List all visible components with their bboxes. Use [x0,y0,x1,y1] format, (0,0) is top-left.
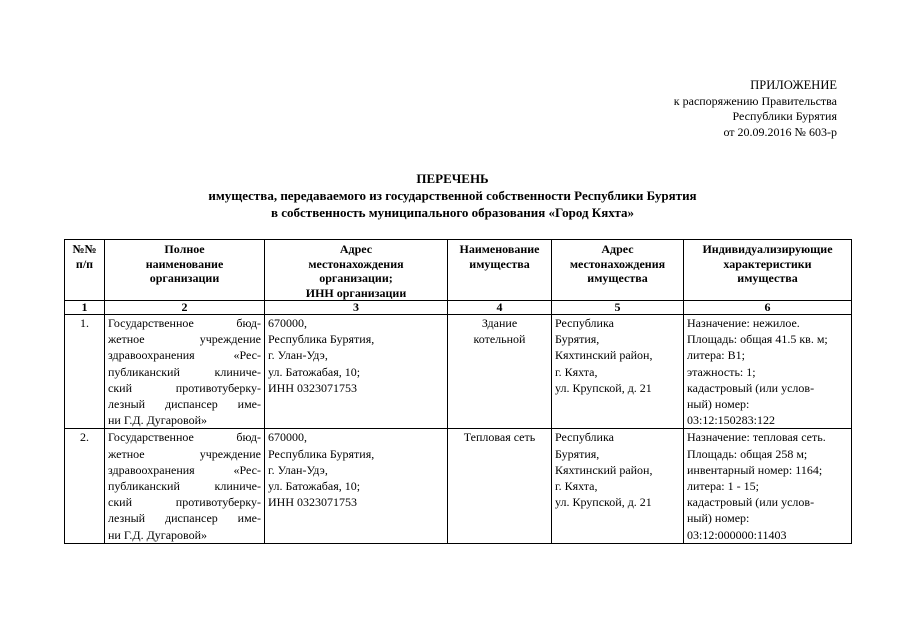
text-line: 03:12:000000:11403 [687,527,787,542]
organization-address [265,315,448,429]
text-line: здравоохранения «Рес- [108,462,261,477]
property-table [64,239,852,544]
title-line-2: имущества, передаваемого из государственной собственности Республики Бурятия [208,188,697,203]
text-line: имущества [469,256,530,271]
text-line: Площадь: общая 41.5 кв. м; [687,332,828,347]
text-line: кадастровый (или услов- [687,495,815,510]
text-line: жетное учреждение [108,332,261,347]
property-address [552,429,684,543]
text-line: 03:12:150283:122 [687,413,776,428]
text-line: Назначение: тепловая сеть. [687,430,826,445]
text-line: публиканский клиниче- [108,364,261,379]
text-line: наименование [145,256,224,271]
text-line: ИНН 0323071753 [268,495,357,510]
text-line: котельной [473,332,526,347]
appendix-header [674,78,837,140]
text-line: Бурятия, [555,332,600,347]
header-organization [105,240,265,301]
text-line: Адрес [339,242,373,256]
text-line: местонахождения [569,256,666,271]
text-line: инвентарный номер: 1164; [687,462,823,477]
text-line: Наименование [459,242,540,256]
text-line: Здание [481,316,518,330]
header-property-characteristics [684,240,852,301]
text-line: Площадь: общая 258 м; [687,446,808,461]
appendix-date-line: от 20.09.2016 № 603-р [723,124,837,139]
property-characteristics [684,429,852,543]
text-line: Республика [555,316,614,330]
title-line-3: в собственность муниципального образования «Город Кяхта» [271,205,634,220]
title-line-1: ПЕРЕЧЕНЬ [416,171,489,186]
header-property-address [552,240,684,301]
text-line: жетное учреждение [108,446,261,461]
text-line: Полное [164,242,205,256]
organization-name [105,315,265,429]
document-title [0,170,905,221]
text-line: характеристики [723,256,812,271]
text-line: Кяхтинский район, [555,348,653,363]
text-line: ул. Крупской, д. 21 [555,495,652,510]
text-line: ный) номер: [687,397,750,412]
text-line: публиканский клиниче- [108,479,261,494]
text-line: лезный диспансер име- [108,511,261,526]
header-property-name [448,240,552,301]
column-number-row [65,301,852,315]
text-line: ИНН организации [305,285,407,300]
text-line: №№ [72,242,97,256]
text-line: г. Кяхта, [555,364,598,379]
text-line: ни Г.Д. Дугаровой» [108,413,208,428]
text-line: 670000, [268,430,307,445]
text-line: Назначение: нежилое. [687,316,800,330]
text-line: Бурятия, [555,446,600,461]
property-characteristics [684,315,852,429]
text-line: ский противотуберку- [108,380,261,395]
text-line: п/п [75,256,94,271]
property-address [552,315,684,429]
row-number: 2. [65,429,105,543]
text-line: имущества [737,271,798,285]
text-line: организации [149,271,220,285]
appendix-decree-line: к распоряжению Правительства [673,93,837,108]
property-name [448,429,552,543]
header-number [65,240,105,301]
text-line: литера: 1 - 15; [687,479,759,494]
column-number: 1 [65,301,105,315]
text-line: Республика Бурятия, [268,446,375,461]
column-number: 4 [448,301,552,315]
text-line: лезный диспансер име- [108,397,261,412]
appendix-label: ПРИЛОЖЕНИЕ [750,78,837,92]
text-line: ни Г.Д. Дугаровой» [108,527,208,542]
table-row [65,429,852,543]
text-line: организации; [319,271,393,285]
text-line: здравоохранения «Рес- [108,348,261,363]
text-line: Республика [555,430,614,445]
text-line: ул. Батожабая, 10; [268,364,361,379]
column-number: 2 [105,301,265,315]
property-name [448,315,552,429]
table-header-row [65,240,852,301]
text-line: г. Кяхта, [555,479,598,494]
text-line: ул. Крупской, д. 21 [555,380,652,395]
text-line: Адрес [601,242,634,256]
text-line: Кяхтинский район, [555,462,653,477]
table-row [65,315,852,429]
text-line: местонахождения [308,256,404,271]
header-organization-address [265,240,448,301]
text-line: ский противотуберку- [108,495,261,510]
text-line: этажность: 1; [687,364,756,379]
text-line: ный) номер: [687,511,750,526]
text-line: г. Улан-Удэ, [268,348,328,363]
organization-address [265,429,448,543]
text-line: литера: В1; [687,348,745,363]
row-number: 1. [65,315,105,429]
column-number: 6 [684,301,852,315]
appendix-government-line: Республики Бурятия [732,109,837,123]
column-number: 5 [552,301,684,315]
text-line: Республика Бурятия, [268,332,375,347]
text-line: Государственное бюд- [108,430,261,445]
text-line: Индивидуализирующие [702,242,833,256]
text-line: ул. Батожабая, 10; [268,479,361,494]
organization-name [105,429,265,543]
text-line: 670000, [268,316,307,330]
text-line: имущества [587,271,648,285]
text-line: кадастровый (или услов- [687,380,815,395]
text-line: Государственное бюд- [108,316,261,330]
column-number: 3 [265,301,448,315]
text-line: Тепловая сеть [463,430,536,445]
text-line: г. Улан-Удэ, [268,462,328,477]
text-line: ИНН 0323071753 [268,380,357,395]
